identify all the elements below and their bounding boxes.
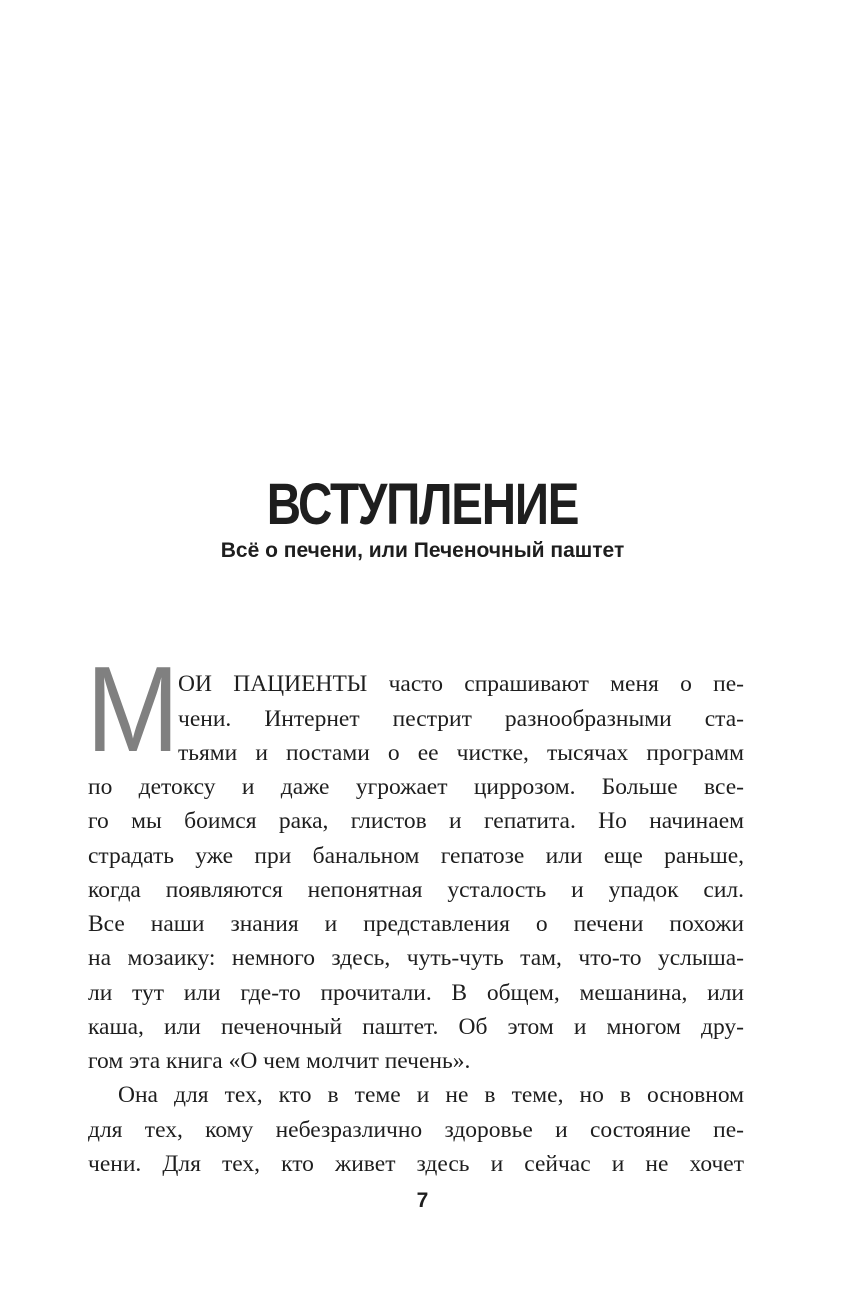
body-line: страдать уже при банальном гепатозе или еще раньше,	[88, 843, 744, 869]
drop-cap: М	[86, 641, 180, 777]
body-line: для тех, кому небезразлично здоровье и состояние пе-	[88, 1117, 744, 1143]
body-line: ОИ ПАЦИЕНТЫ часто спрашивают меня о пе-	[178, 671, 744, 697]
body-line: когда появляются непонятная усталость и упадок сил.	[88, 877, 744, 903]
body-line: го мы боимся рака, глистов и гепатита. Но начинаем	[88, 808, 744, 834]
body-line: гом эта книга «О чем молчит печень».	[88, 1048, 471, 1074]
body-line: Она для тех, кто в теме и не в теме, но в основном	[118, 1082, 744, 1108]
body-line: по детоксу и даже угрожает циррозом. Больше все-	[88, 774, 744, 800]
body-line: чени. Интернет пестрит разнообразными ста-	[178, 706, 744, 732]
body-line: Все наши знания и представления о печени похожи	[88, 911, 744, 937]
chapter-title: ВСТУПЛЕНИЕ	[266, 472, 579, 537]
body-line: на мозаику: немного здесь, чуть-чуть там, что-то услыша-	[88, 945, 744, 971]
body-line: тьями и постами о ее чистке, тысячах программ	[178, 740, 744, 766]
body-line: чени. Для тех, кто живет здесь и сейчас и не хочет	[88, 1151, 744, 1177]
body-line: ли тут или где-то прочитали. В общем, мешанина, или	[88, 980, 744, 1006]
chapter-subtitle: Всё о печени, или Печеночный паштет	[220, 539, 625, 562]
page-number: 7	[416, 1189, 429, 1212]
body-line: каша, или печеночный паштет. Об этом и многом дру-	[88, 1014, 744, 1040]
